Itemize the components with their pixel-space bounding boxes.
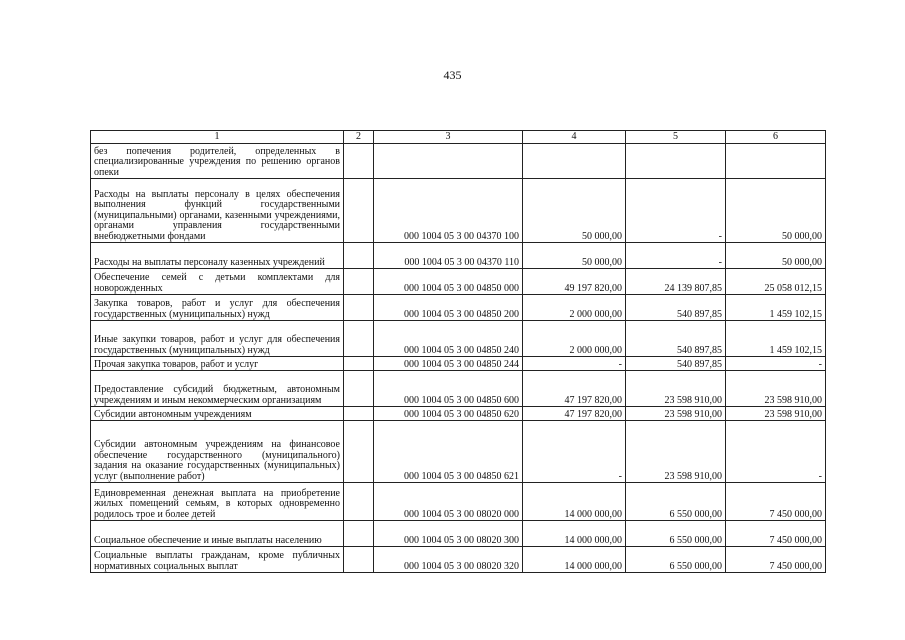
row-name: Обеспечение семей с детьми комплектами для новорожденных — [91, 269, 344, 295]
header-col-1: 1 — [91, 131, 344, 144]
row-name: Единовременная денежная выплата на приобретение жилых помещений семьям, в которых одновременно родилось трое и более детей — [91, 483, 344, 521]
row-value-4: 50 000,00 — [523, 243, 626, 269]
table-row — [91, 521, 826, 547]
row-code: 000 1004 05 3 00 04370 100 — [374, 179, 523, 243]
header-col-5: 5 — [626, 131, 726, 144]
row-value-4: 14 000 000,00 — [523, 521, 626, 547]
row-name: Иные закупки товаров, работ и услуг для обеспечения государственных (муниципальных) нужд — [91, 321, 344, 357]
header-col-3: 3 — [374, 131, 523, 144]
row-value-5: 540 897,85 — [626, 321, 726, 357]
row-value-6: 25 058 012,15 — [726, 269, 826, 295]
row-value-4: - — [523, 357, 626, 371]
page-number: 435 — [443, 68, 462, 82]
row-code: 000 1004 05 3 00 04850 200 — [374, 295, 523, 321]
row-name: Расходы на выплаты персоналу казенных учреждений — [91, 243, 344, 269]
header-col-2: 2 — [344, 131, 374, 144]
row-col2 — [344, 547, 374, 573]
row-value-4: 47 197 820,00 — [523, 407, 626, 421]
row-value-6 — [726, 144, 826, 179]
row-name: Социальное обеспечение и иные выплаты населению — [91, 521, 344, 547]
row-col2 — [344, 321, 374, 357]
row-code — [374, 144, 523, 179]
row-value-4: 2 000 000,00 — [523, 321, 626, 357]
row-code: 000 1004 05 3 00 08020 300 — [374, 521, 523, 547]
row-value-6: 7 450 000,00 — [726, 547, 826, 573]
row-name: Субсидии автономным учреждениям на финансовое обеспечение государственного (муниципального) задания на оказание государственных (муниципальных) услуг (выполнение работ) — [91, 421, 344, 483]
row-value-4: 47 197 820,00 — [523, 371, 626, 407]
table-row — [91, 243, 826, 269]
row-col2 — [344, 483, 374, 521]
row-code: 000 1004 05 3 00 04850 600 — [374, 371, 523, 407]
row-value-5: 540 897,85 — [626, 295, 726, 321]
row-value-6: 23 598 910,00 — [726, 371, 826, 407]
row-col2 — [344, 243, 374, 269]
row-value-6: 50 000,00 — [726, 179, 826, 243]
row-value-6: - — [726, 421, 826, 483]
row-name: Прочая закупка товаров, работ и услуг — [91, 357, 344, 371]
table-row — [91, 371, 826, 407]
row-value-4: 49 197 820,00 — [523, 269, 626, 295]
row-code: 000 1004 05 3 00 04370 110 — [374, 243, 523, 269]
table-row — [91, 357, 826, 371]
table-row — [91, 295, 826, 321]
header-col-4: 4 — [523, 131, 626, 144]
row-name: Субсидии автономным учреждениям — [91, 407, 344, 421]
header-col-6: 6 — [726, 131, 826, 144]
row-name: Закупка товаров, работ и услуг для обеспечения государственных (муниципальных) нужд — [91, 295, 344, 321]
row-col2 — [344, 421, 374, 483]
row-value-6: - — [726, 357, 826, 371]
row-name: без попечения родителей, определенных в специализированные учреждения по решению органов опеки — [91, 144, 344, 179]
row-value-5: 6 550 000,00 — [626, 547, 726, 573]
table-row — [91, 179, 826, 243]
table-row — [91, 421, 826, 483]
row-code: 000 1004 05 3 00 04850 620 — [374, 407, 523, 421]
table-row — [91, 547, 826, 573]
row-name: Расходы на выплаты персоналу в целях обеспечения выполнения функций государственными (муниципальными) органами, казенными учреждениями, органами управления государственными внебюджетными фондами — [91, 179, 344, 243]
row-value-4: 14 000 000,00 — [523, 547, 626, 573]
row-value-5: 24 139 807,85 — [626, 269, 726, 295]
row-value-4: - — [523, 421, 626, 483]
row-value-5 — [626, 144, 726, 179]
row-value-5: 23 598 910,00 — [626, 371, 726, 407]
row-col2 — [344, 269, 374, 295]
table-row — [91, 483, 826, 521]
row-col2 — [344, 521, 374, 547]
row-value-6: 7 450 000,00 — [726, 521, 826, 547]
row-col2 — [344, 295, 374, 321]
budget-table — [90, 130, 826, 573]
header-row — [91, 131, 826, 144]
row-code: 000 1004 05 3 00 04850 244 — [374, 357, 523, 371]
row-value-5: 6 550 000,00 — [626, 483, 726, 521]
row-name: Предоставление субсидий бюджетным, автономным учреждениям и иным некоммерческим организациям — [91, 371, 344, 407]
row-code: 000 1004 05 3 00 08020 000 — [374, 483, 523, 521]
table-row — [91, 407, 826, 421]
row-value-6: 1 459 102,15 — [726, 321, 826, 357]
row-col2 — [344, 144, 374, 179]
row-value-6: 1 459 102,15 — [726, 295, 826, 321]
row-value-5: 23 598 910,00 — [626, 407, 726, 421]
row-code: 000 1004 05 3 00 04850 621 — [374, 421, 523, 483]
table-row — [91, 321, 826, 357]
row-value-5: 6 550 000,00 — [626, 521, 726, 547]
row-value-5: - — [626, 243, 726, 269]
row-value-6: 50 000,00 — [726, 243, 826, 269]
row-col2 — [344, 357, 374, 371]
row-value-5: 23 598 910,00 — [626, 421, 726, 483]
row-value-4 — [523, 144, 626, 179]
row-value-6: 7 450 000,00 — [726, 483, 826, 521]
row-code: 000 1004 05 3 00 08020 320 — [374, 547, 523, 573]
row-value-5: - — [626, 179, 726, 243]
row-value-6: 23 598 910,00 — [726, 407, 826, 421]
row-value-4: 2 000 000,00 — [523, 295, 626, 321]
row-value-5: 540 897,85 — [626, 357, 726, 371]
table-row — [91, 144, 826, 179]
row-code: 000 1004 05 3 00 04850 240 — [374, 321, 523, 357]
row-name: Социальные выплаты гражданам, кроме публичных нормативных социальных выплат — [91, 547, 344, 573]
row-col2 — [344, 407, 374, 421]
row-col2 — [344, 371, 374, 407]
table-row — [91, 269, 826, 295]
row-code: 000 1004 05 3 00 04850 000 — [374, 269, 523, 295]
row-col2 — [344, 179, 374, 243]
row-value-4: 14 000 000,00 — [523, 483, 626, 521]
row-value-4: 50 000,00 — [523, 179, 626, 243]
